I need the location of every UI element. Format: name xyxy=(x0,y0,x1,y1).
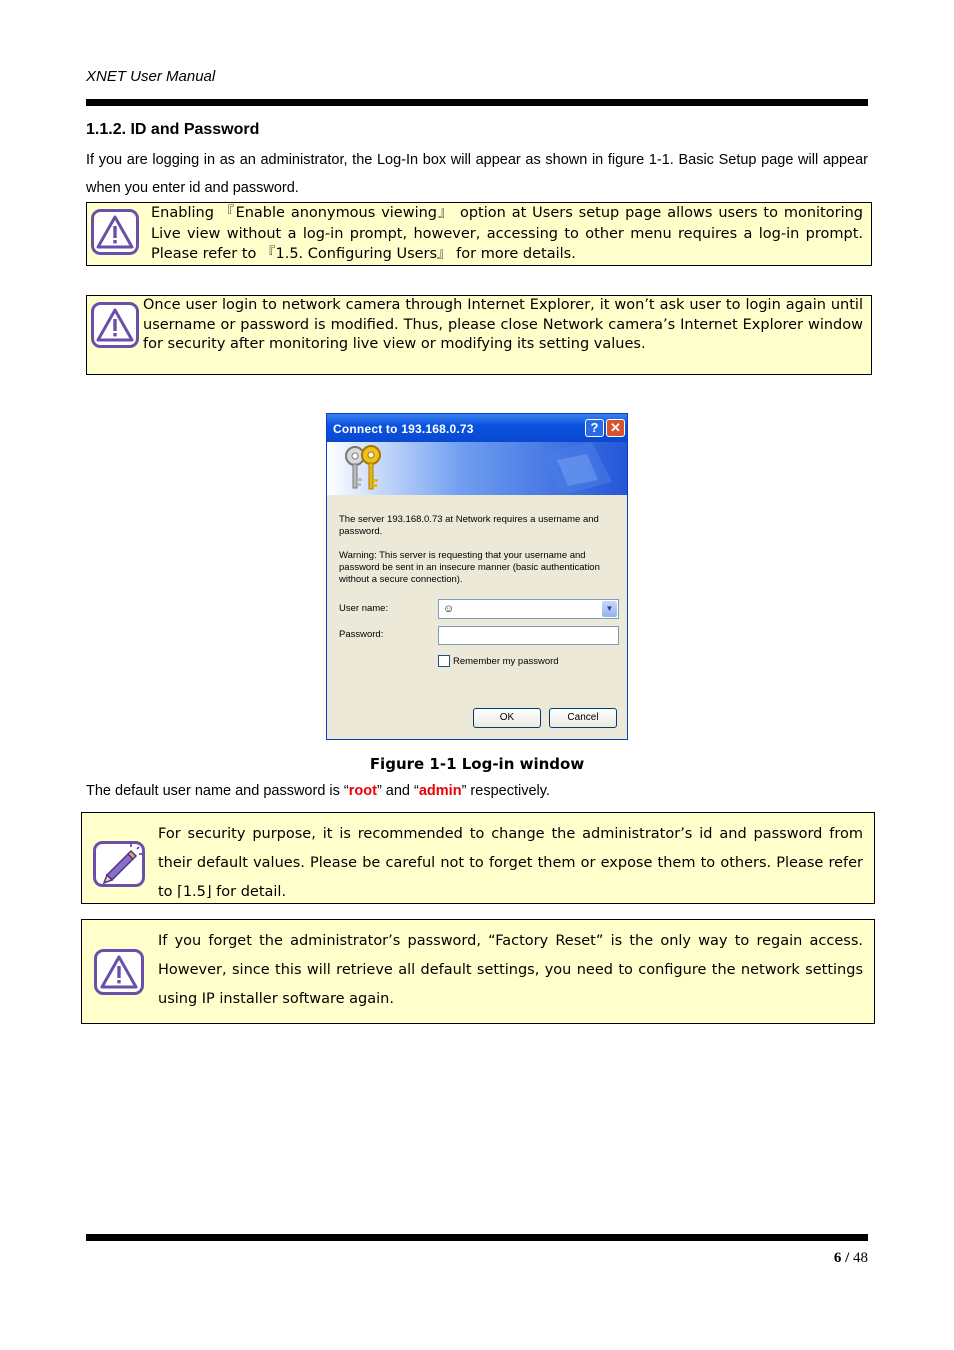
intro-paragraph: If you are logging in as an administrator, the Log-In box will appear as shown in figure 1-1. Basic Setup page will appear when you enter id and password. xyxy=(86,152,868,196)
remember-password-checkbox[interactable] xyxy=(438,655,450,667)
note-text: If you forget the administrator’s password, “Factory Reset” is the only way to regain access. However, since this will retrieve all default settings, you need to configure the network settings using IP installer software again. xyxy=(158,933,863,1007)
username-combobox[interactable] xyxy=(438,599,619,619)
password-label: Password: xyxy=(339,629,384,640)
note-box-security xyxy=(81,812,875,904)
banner-decoration-icon xyxy=(532,442,622,495)
dialog-titlebar xyxy=(327,414,627,442)
page-separator: / xyxy=(841,1250,853,1266)
note-text: Once user login to network camera through Internet Explorer, it won’t ask user to login again until username or password is modified. Thus, please close Network camera’s Internet Explorer window for security after monitoring live view or modifying its setting values. xyxy=(143,297,863,352)
password-input[interactable] xyxy=(438,626,619,645)
remember-password-label: Remember my password xyxy=(453,656,559,667)
default-middle: ” and “ xyxy=(376,783,419,799)
warning-icon xyxy=(91,209,139,259)
dialog-banner xyxy=(327,442,627,495)
default-password: admin xyxy=(418,783,462,799)
page-total: 48 xyxy=(853,1250,868,1266)
note-box-factory-reset xyxy=(81,919,875,1024)
footer-rule xyxy=(86,1234,868,1241)
default-prefix: The default user name and password is “ xyxy=(86,783,349,799)
keys-icon xyxy=(339,442,399,495)
default-username: root xyxy=(348,783,377,799)
chevron-down-icon[interactable]: ▼ xyxy=(602,601,617,617)
login-dialog-figure xyxy=(326,413,628,740)
username-label: User name: xyxy=(339,603,389,614)
page-current: 6 xyxy=(833,1250,842,1266)
dialog-title: Connect to 193.168.0.73 xyxy=(333,422,474,436)
page-number xyxy=(700,1250,868,1267)
section-heading: 1.1.2. ID and Password xyxy=(86,121,260,138)
figure-caption: Figure 1-1 Log-in window xyxy=(369,755,585,773)
note-text: For security purpose, it is recommended to change the administrator’s id and password from their default values. Please be careful not to forget them or expose them to others. Please refer to ⌈1.5⌋ for detail. xyxy=(158,826,863,900)
note-text: Enabling 『Enable anonymous viewing』 option at Users setup page allows users to monitoring Live view without a log-in prompt, however, accessing to other menu requires a log-in prompt. Please refer to 『1.5. Configuring Users』 for more details. xyxy=(151,205,863,262)
warning-icon xyxy=(94,949,144,999)
running-header: XNET User Manual xyxy=(86,68,216,85)
close-button[interactable]: ✕ xyxy=(606,419,625,437)
note-box-login-session xyxy=(86,295,872,375)
default-credentials-line xyxy=(86,783,550,799)
header-rule xyxy=(86,99,868,106)
user-icon: ☺ xyxy=(443,603,455,615)
cancel-button[interactable]: Cancel xyxy=(549,708,617,728)
note-box-anonymous xyxy=(86,202,872,266)
warning-icon xyxy=(91,302,139,352)
dialog-body xyxy=(327,495,627,739)
default-suffix: ” respectively. xyxy=(461,783,550,799)
dialog-message: The server 193.168.0.73 at Network requires a username and password. xyxy=(339,514,599,537)
ok-button[interactable]: OK xyxy=(473,708,541,728)
dialog-warning: Warning: This server is requesting that your username and password be sent in an insecure manner (basic authentication without a secure connection). xyxy=(339,550,600,585)
help-button[interactable]: ? xyxy=(585,419,604,437)
pencil-note-icon xyxy=(93,841,145,891)
